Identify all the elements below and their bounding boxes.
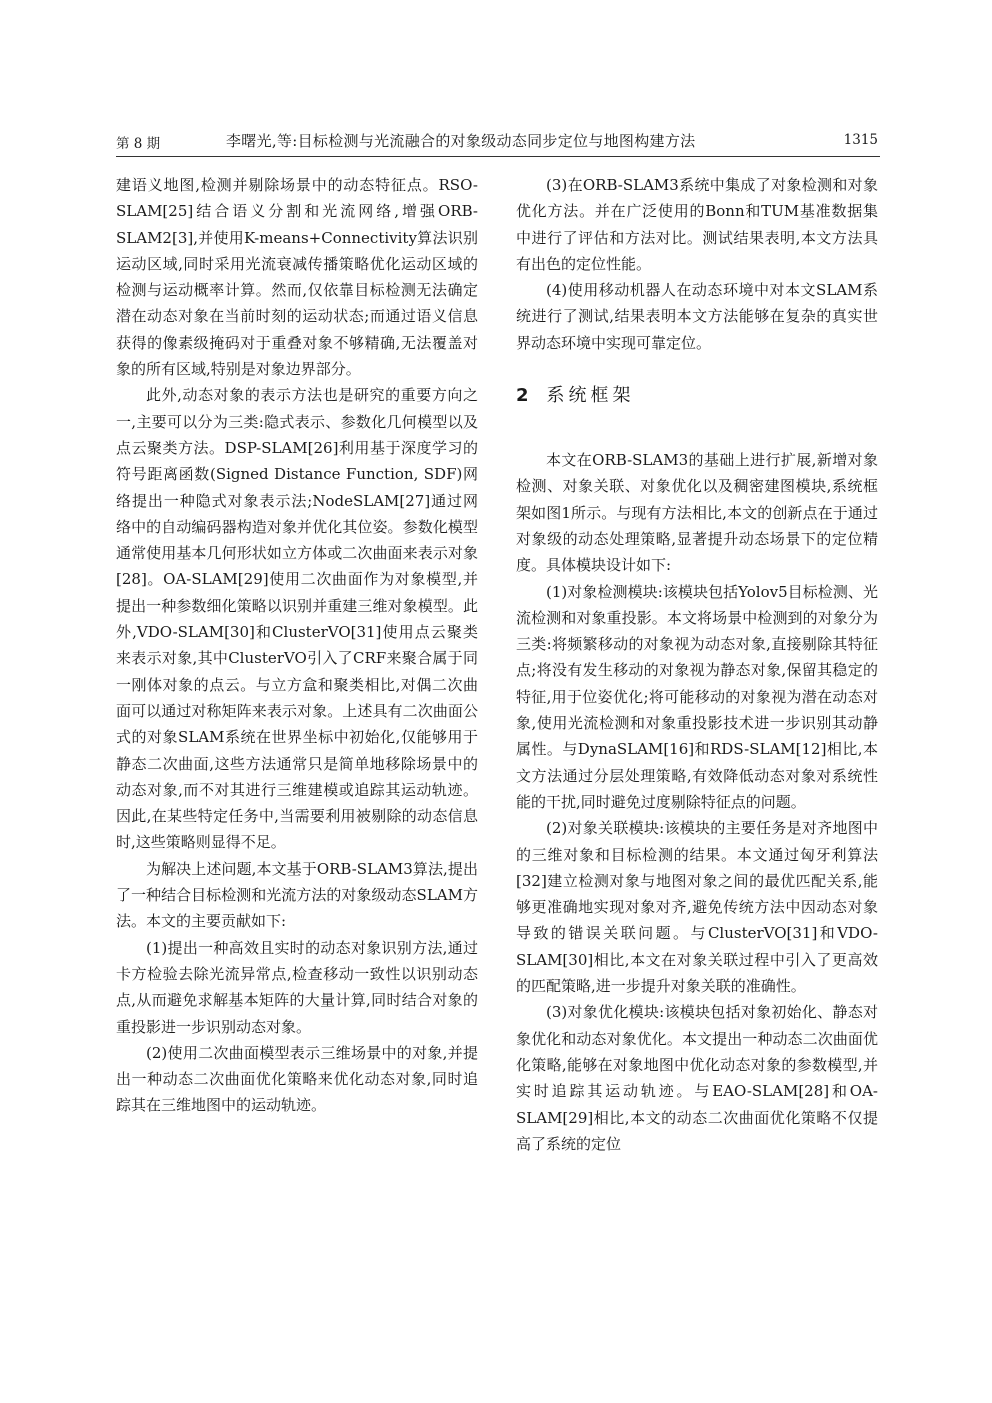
paragraph: (2)对象关联模块:该模块的主要任务是对齐地图中的三维对象和目标检测的结果。本文通过匈牙利算法[32]建立检测对象与地图对象之间的最优匹配关系,能够更准确地实现对象对齐,避免传统方法中因动态对象导致的错误关联问题。与ClusterVO[31]和VDO-SLAM[30]相比,本文在对象关联过程中引入了更高效的匹配策略,进一步提升对象关联的准确性。 (516, 819, 878, 996)
paragraph: 本文在ORB-SLAM3的基础上进行扩展,新增对象检测、对象关联、对象优化以及稠密建图模块,系统框架如图1所示。与现有方法相比,本文的创新点在于通过对象级的动态处理策略,显著提升动态场景下的定位精度。具体模块设计如下: (516, 451, 878, 575)
paragraph: (3)对象优化模块:该模块包括对象初始化、静态对象优化和动态对象优化。本文提出一种动态二次曲面优化策略,能够在对象地图中优化动态对象的参数模型,并实时追踪其运动轨迹。与EAO-SLAM[28]和OA-SLAM[29]相比,本文的动态二次曲面优化策略不仅提高了系统的定位 (516, 1003, 878, 1153)
running-title: 李曙光,等:目标检测与光流融合的对象级动态同步定位与地图构建方法 (226, 132, 696, 150)
paragraph: (1)对象检测模块:该模块包括Yolov5目标检测、光流检测和对象重投影。本文将场景中检测到的对象分为三类:将频繁移动的对象视为动态对象,直接剔除其特征点;将没有发生移动的对象视为静态对象,保留其稳定的特征,用于位姿优化;将可能移动的对象视为潜在动态对象,使用光流检测和对象重投影技术进一步识别其动静属性。与DynaSLAM[16]和RDS-SLAM[12]相比,本文方法通过分层处理策略,有效降低动态对象对系统性能的干扰,同时避免过度剔除特征点的问题。 (516, 582, 878, 811)
paragraph: (1)提出一种高效且实时的动态对象识别方法,通过卡方检验去除光流异常点,检查移动一致性以识别动态点,从而避免求解基本矩阵的大量计算,同时结合对象的重投影进一步识别动态对象。 (116, 938, 478, 1036)
header-rule (116, 156, 880, 157)
running-header (116, 128, 878, 158)
page-number: 1315 (843, 132, 878, 148)
paragraph: 建语义地图,检测并剔除场景中的动态特征点。RSO-SLAM[25]结合语义分割和光流网络,增强ORB-SLAM2[3],并使用K-means+Connectivity算法识别运动区域,同时采用光流衰减传播策略优化运动区域的检测与运动概率计算。然而,仅依靠目标检测无法确定潜在动态对象在当前时刻的运动状态;而通过语义信息获得的像素级掩码对于重叠对象不够精确,无法覆盖对象的所有区域,特别是对象边界部分。 (116, 176, 478, 379)
section-number: 2 (516, 385, 529, 407)
section-heading (516, 383, 878, 409)
paragraph: (2)使用二次曲面模型表示三维场景中的对象,并提出一种动态二次曲面优化策略来优化动态对象,同时追踪其在三维地图中的运动轨迹。 (116, 1043, 478, 1115)
issue-number: 第 8 期 (116, 136, 161, 152)
right-column (516, 172, 878, 1157)
paragraph: (3)在ORB-SLAM3系统中集成了对象检测和对象优化方法。并在广泛使用的Bonn和TUM基准数据集中进行了评估和方法对比。测试结果表明,本文方法具有出色的定位性能。 (516, 176, 878, 273)
section-title: 系统框架 (546, 385, 635, 407)
paragraph: 为解决上述问题,本文基于ORB-SLAM3算法,提出了一种结合目标检测和光流方法的对象级动态SLAM方法。本文的主要贡献如下: (116, 859, 478, 931)
paragraph: 此外,动态对象的表示方法也是研究的重要方向之一,主要可以分为三类:隐式表示、参数化几何模型以及点云聚类方法。DSP-SLAM[26]利用基于深度学习的符号距离函数(Signed Distance Function, SDF)网络提出一种隐式对象表示法;NodeSLAM[27]通过网络中的自动编码器构造对象并优化其位姿。参数化模型通常使用基本几何形状如立方体或二次曲面来表示对象[28]。OA-SLAM[29]使用二次曲面作为对象模型,并提出一种参数细化策略以识别并重建三维对象模型。此外,VDO-SLAM[30]和ClusterVO[31]使用点云聚类来表示对象,其中ClusterVO引入了CRF来聚合属于同一刚体对象的点云。与立方盒和聚类相比,对偶二次曲面可以通过对称矩阵来表示对象。上述具有二次曲面公式的对象SLAM系统在世界坐标中初始化,仅能够用于静态二次曲面,这些方法通常只是简单地移除场景中的动态对象,而不对其进行三维建模或追踪其运动轨迹。因此,在某些特定任务中,当需要利用被剔除的动态信息时,这些策略则显得不足。 (116, 386, 478, 852)
left-column (116, 172, 478, 1119)
paragraph: (4)使用移动机器人在动态环境中对本文SLAM系统进行了测试,结果表明本文方法能够在复杂的真实世界动态环境中实现可靠定位。 (516, 281, 878, 352)
